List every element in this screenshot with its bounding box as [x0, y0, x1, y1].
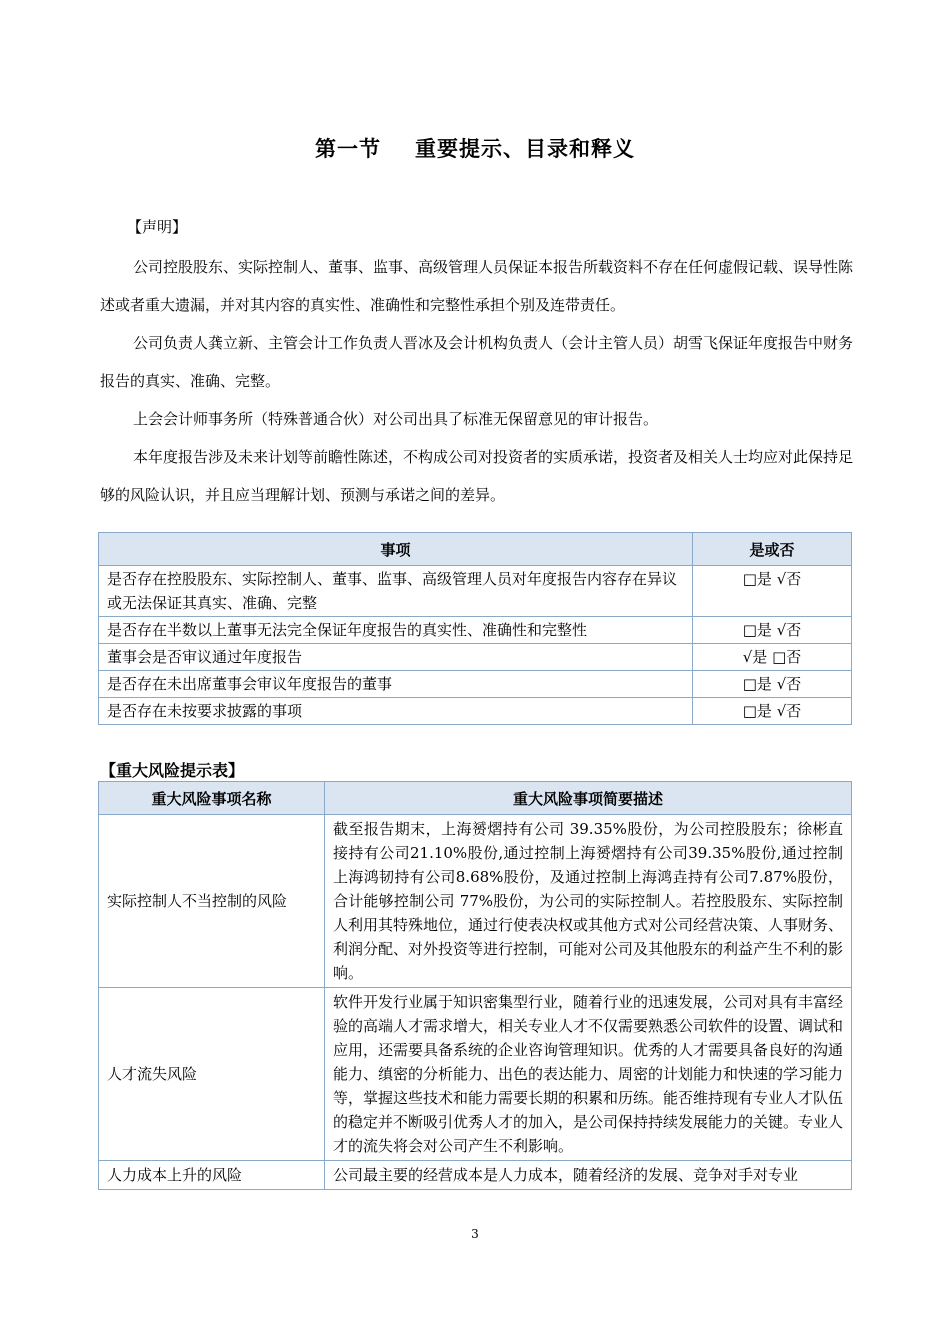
table-row	[99, 988, 852, 1161]
row-item: 是否存在控股股东、实际控制人、董事、监事、高级管理人员对年度报告内容存在异议或无法保证其真实、准确、完整	[99, 566, 693, 617]
declaration-paragraph-2: 公司负责人龚立新、主管会计工作负责人晋冰及会计机构负责人（会计主管人员）胡雪飞保证年度报告中财务报告的真实、准确、完整。	[100, 334, 854, 390]
risk-name: 人力成本上升的风险	[99, 1161, 325, 1190]
header-risk-name: 重大风险事项名称	[99, 782, 325, 815]
table-row	[99, 698, 852, 725]
confirmation-table	[98, 532, 852, 725]
table-row	[99, 815, 852, 988]
declaration-paragraph-3: 上会会计师事务所（特殊普通合伙）对公司出具了标准无保留意见的审计报告。	[133, 410, 659, 428]
table-row	[99, 617, 852, 644]
table-row	[99, 1161, 852, 1190]
declaration-paragraph-4: 本年度报告涉及未来计划等前瞻性陈述，不构成公司对投资者的实质承诺，投资者及相关人士均应对此保持足够的风险认识，并且应当理解计划、预测与承诺之间的差异。	[100, 448, 854, 504]
risk-name: 人才流失风险	[99, 988, 325, 1161]
row-answer: □是 √否	[693, 698, 852, 725]
risk-desc: 软件开发行业属于知识密集型行业，随着行业的迅速发展，公司对具有丰富经验的高端人才需求增大，相关专业人才不仅需要熟悉公司软件的设置、调试和应用，还需要具备系统的企业咨询管理知识。优秀的人才需要具备良好的沟通能力、缜密的分析能力、出色的表达能力、周密的计划能力和快速的学习能力等，掌握这些技术和能力需要长期的积累和历练。能否维持现有专业人才队伍的稳定并不断吸引优秀人才的加入，是公司保持持续发展能力的关键。专业人才的流失将会对公司产生不利影响。	[325, 988, 852, 1161]
risk-table	[98, 781, 852, 1190]
page-number: 3	[471, 1227, 479, 1241]
header-risk-desc: 重大风险事项简要描述	[325, 782, 852, 815]
header-answer: 是或否	[693, 533, 852, 566]
table-header-row	[99, 782, 852, 815]
section-heading: 重要提示、目录和释义	[415, 137, 635, 161]
row-answer: √是 □否	[693, 644, 852, 671]
table-row	[99, 644, 852, 671]
declaration-paragraph-1: 公司控股股东、实际控制人、董事、监事、高级管理人员保证本报告所载资料不存在任何虚假记载、误导性陈述或者重大遗漏，并对其内容的真实性、准确性和完整性承担个别及连带责任。	[100, 258, 854, 314]
section-number: 第一节	[315, 137, 381, 161]
row-answer: □是 √否	[693, 671, 852, 698]
risk-name: 实际控制人不当控制的风险	[99, 815, 325, 988]
row-item: 是否存在未出席董事会审议年度报告的董事	[99, 671, 693, 698]
table-row	[99, 671, 852, 698]
row-item: 是否存在半数以上董事无法完全保证年度报告的真实性、准确性和完整性	[99, 617, 693, 644]
header-item: 事项	[99, 533, 693, 566]
risk-table-label: 【重大风险提示表】	[100, 761, 245, 780]
row-answer: □是 √否	[693, 617, 852, 644]
row-item: 是否存在未按要求披露的事项	[99, 698, 693, 725]
row-item: 董事会是否审议通过年度报告	[99, 644, 693, 671]
table-row	[99, 566, 852, 617]
page-title	[0, 133, 950, 163]
risk-desc: 公司最主要的经营成本是人力成本，随着经济的发展、竞争对手对专业	[325, 1161, 852, 1190]
risk-desc: 截至报告期末，上海赟熠持有公司 39.35%股份，为公司控股股东；徐彬直接持有公司21.10%股份,通过控制上海赟熠持有公司39.35%股份,通过控制上海鸿韧持有公司8.68%股份，及通过控制上海鸿垚持有公司7.87%股份，合计能够控制公司 77%股份，为公司的实际控制人。若控股股东、实际控制人利用其特殊地位，通过行使表决权或其他方式对公司经营决策、人事财务、利润分配、对外投资等进行控制，可能对公司及其他股东的利益产生不利的影响。	[325, 815, 852, 988]
declaration-label: 【声明】	[127, 218, 188, 236]
table-header-row	[99, 533, 852, 566]
row-answer: □是 √否	[693, 566, 852, 617]
